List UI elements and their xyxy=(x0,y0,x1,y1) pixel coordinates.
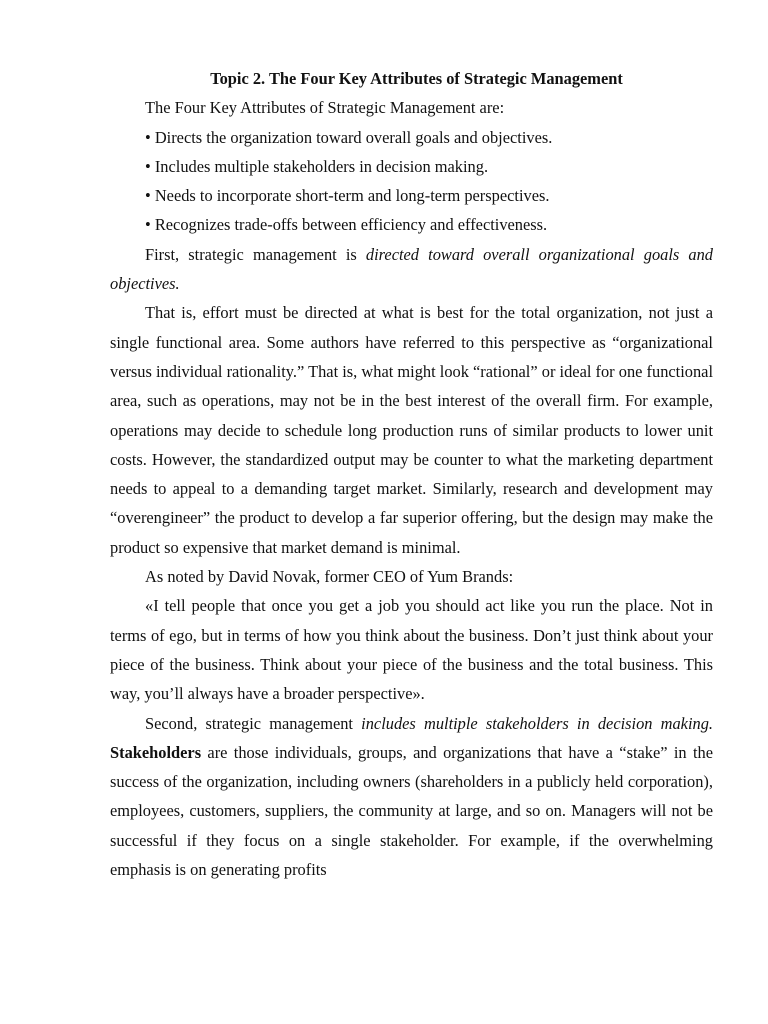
bullet-item-2: • Includes multiple stakeholders in decision making. xyxy=(145,156,489,176)
document-page xyxy=(110,64,713,884)
intro-line: The Four Key Attributes of Strategic Management are: xyxy=(145,98,505,118)
stakeholders-term: Stakeholders xyxy=(110,742,202,762)
novak-quote: «I tell people that once you get a job you should act like you run the place. Not in terms of ego, but in terms of how you think about the business. Don’t just think about your piece of the business. Think about your piece of the business and the total business. This way, you’ll always have a broader perspective». xyxy=(110,596,713,704)
paragraph-second xyxy=(110,709,713,885)
paragraph-second-rest: are those individuals, groups, and organizations that have a “stake” in the success of the organization, including owners (shareholders in a publicly held corporation), employees, customers, suppliers, the community at large, and so on. Managers will not be successful if they focus on a single stakeholder. For example, if the overwhelming emphasis is on generating profits xyxy=(110,742,713,880)
paragraph-first xyxy=(110,240,713,299)
page-title: Topic 2. The Four Key Attributes of Strategic Management xyxy=(210,69,623,88)
paragraph-novak-intro: As noted by David Novak, former CEO of Yum Brands: xyxy=(145,567,514,587)
bullet-item-1: • Directs the organization toward overall goals and objectives. xyxy=(145,127,553,147)
paragraph-second-emphasis: includes multiple stakeholders in decision making. xyxy=(361,713,713,733)
paragraph-first-lead: First, strategic management is xyxy=(145,244,366,264)
bullet-item-4: • Recognizes trade-offs between efficiency and effectiveness. xyxy=(145,215,548,235)
paragraph-second-lead: Second, strategic management xyxy=(145,713,362,733)
paragraph-that-is: That is, effort must be directed at what is best for the total organization, not just a single functional area. Some authors have referred to this perspective as “organizational versus individual rationality.” That is, what might look “rational” or ideal for one functional area, such as operations, may not be in the best interest of the overall firm. For example, operations may decide to schedule long production runs of similar products to lower unit costs. However, the standardized output may be counter to what the marketing department needs to appeal to a demanding target market. Similarly, research and development may “overengineer” the product to develop a far superior offering, but the design may make the product so expensive that market demand is minimal. xyxy=(110,303,713,557)
paragraph-first-emphasis: directed toward overall organizational goals and objectives. xyxy=(110,244,713,294)
bullet-item-3: • Needs to incorporate short-term and long-term perspectives. xyxy=(145,186,550,206)
